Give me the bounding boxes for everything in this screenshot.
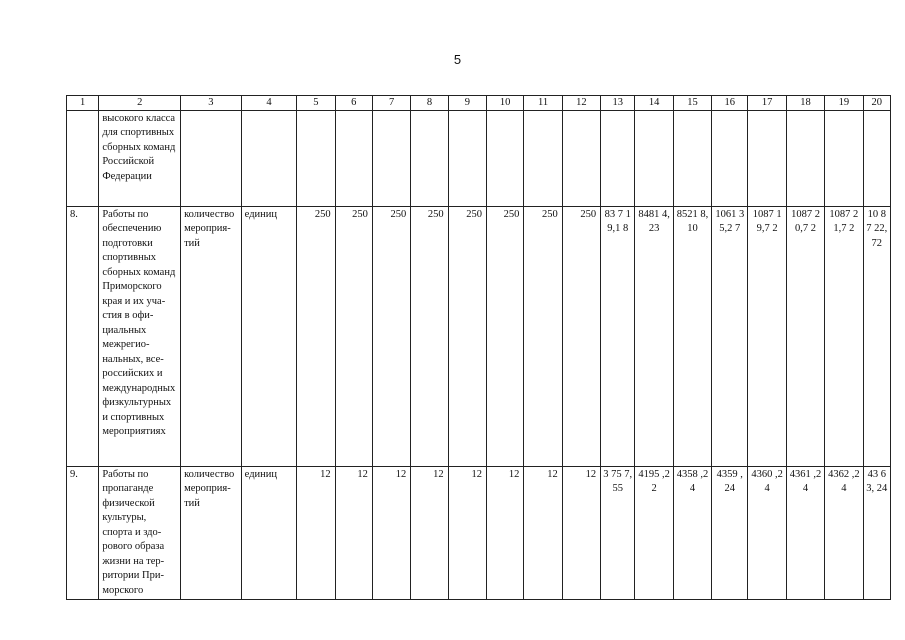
cost-cell xyxy=(673,111,711,207)
header-cell: 4 xyxy=(241,96,297,111)
cost-cell xyxy=(601,111,635,207)
cost-cell: 1087 21,7 2 xyxy=(825,207,863,467)
unit: единиц xyxy=(241,467,297,600)
cost-cell: 10 87 22, 72 xyxy=(863,207,890,467)
header-cell: 17 xyxy=(748,96,786,111)
value-cell: 250 xyxy=(448,207,486,467)
value-cell: 12 xyxy=(448,467,486,600)
indicator xyxy=(181,111,242,207)
row-number: 9. xyxy=(67,467,99,600)
value-cell: 250 xyxy=(335,207,372,467)
cost-cell: 4359 ,24 xyxy=(712,467,748,600)
work-name: Работы по обеспечению подготовки спортивных сборных команд Приморского края и их участия в официальных межрегиональных, всероссийских и международных физкультурных и спортивных мероприятиях xyxy=(99,207,181,467)
value-cell: 12 xyxy=(524,467,562,600)
table-row xyxy=(67,467,891,600)
value-cell xyxy=(297,111,335,207)
value-cell xyxy=(372,111,410,207)
header-cell: 8 xyxy=(411,96,448,111)
value-cell: 250 xyxy=(562,207,600,467)
header-cell: 14 xyxy=(635,96,673,111)
value-cell: 12 xyxy=(562,467,600,600)
cost-cell: 4358 ,24 xyxy=(673,467,711,600)
value-cell xyxy=(335,111,372,207)
cost-cell: 1061 35,2 7 xyxy=(712,207,748,467)
header-cell: 16 xyxy=(712,96,748,111)
cost-cell xyxy=(635,111,673,207)
table-row xyxy=(67,111,891,207)
cost-cell xyxy=(863,111,890,207)
cost-cell: 4362 ,24 xyxy=(825,467,863,600)
header-cell: 11 xyxy=(524,96,562,111)
cost-cell: 8481 4,23 xyxy=(635,207,673,467)
header-cell: 9 xyxy=(448,96,486,111)
value-cell: 12 xyxy=(411,467,448,600)
header-cell: 1 xyxy=(67,96,99,111)
cost-cell: 4361 ,24 xyxy=(786,467,824,600)
header-cell: 19 xyxy=(825,96,863,111)
header-cell: 13 xyxy=(601,96,635,111)
header-cell: 15 xyxy=(673,96,711,111)
row-number: 8. xyxy=(67,207,99,467)
work-name: Работы по пропаганде физической культуры, спорта и здорового образа жизни на территории Приморского xyxy=(99,467,181,600)
value-cell xyxy=(524,111,562,207)
header-cell: 20 xyxy=(863,96,890,111)
value-cell: 12 xyxy=(487,467,524,600)
page-number: 5 xyxy=(453,52,462,67)
indicator: количество мероприятий xyxy=(181,467,242,600)
indicator: количество мероприятий xyxy=(181,207,242,467)
value-cell: 12 xyxy=(335,467,372,600)
unit xyxy=(241,111,297,207)
cost-cell xyxy=(712,111,748,207)
value-cell xyxy=(411,111,448,207)
header-cell: 18 xyxy=(786,96,824,111)
value-cell: 250 xyxy=(411,207,448,467)
header-cell: 2 xyxy=(99,96,181,111)
cost-cell: 4195 ,22 xyxy=(635,467,673,600)
cost-cell: 1087 20,7 2 xyxy=(786,207,824,467)
header-cell: 5 xyxy=(297,96,335,111)
work-name: высокого класса для спортивных сборных команд Российской Федерации xyxy=(99,111,181,207)
cost-cell: 43 63, 24 xyxy=(863,467,890,600)
value-cell: 250 xyxy=(297,207,335,467)
value-cell xyxy=(448,111,486,207)
header-cell: 6 xyxy=(335,96,372,111)
cost-cell: 83 7 19,1 8 xyxy=(601,207,635,467)
value-cell: 250 xyxy=(524,207,562,467)
row-number xyxy=(67,111,99,207)
cost-cell: 4360 ,24 xyxy=(748,467,786,600)
data-table xyxy=(66,95,891,600)
cost-cell xyxy=(825,111,863,207)
value-cell xyxy=(562,111,600,207)
unit: единиц xyxy=(241,207,297,467)
cost-cell xyxy=(786,111,824,207)
header-row xyxy=(67,96,891,111)
value-cell: 12 xyxy=(297,467,335,600)
header-cell: 10 xyxy=(487,96,524,111)
cost-cell: 1087 19,7 2 xyxy=(748,207,786,467)
cost-cell: 3 75 7,55 xyxy=(601,467,635,600)
cost-cell: 8521 8,10 xyxy=(673,207,711,467)
table-row xyxy=(67,207,891,467)
header-cell: 12 xyxy=(562,96,600,111)
header-cell: 7 xyxy=(372,96,410,111)
header-cell: 3 xyxy=(181,96,242,111)
value-cell: 250 xyxy=(487,207,524,467)
cost-cell xyxy=(748,111,786,207)
value-cell: 12 xyxy=(372,467,410,600)
value-cell xyxy=(487,111,524,207)
value-cell: 250 xyxy=(372,207,410,467)
